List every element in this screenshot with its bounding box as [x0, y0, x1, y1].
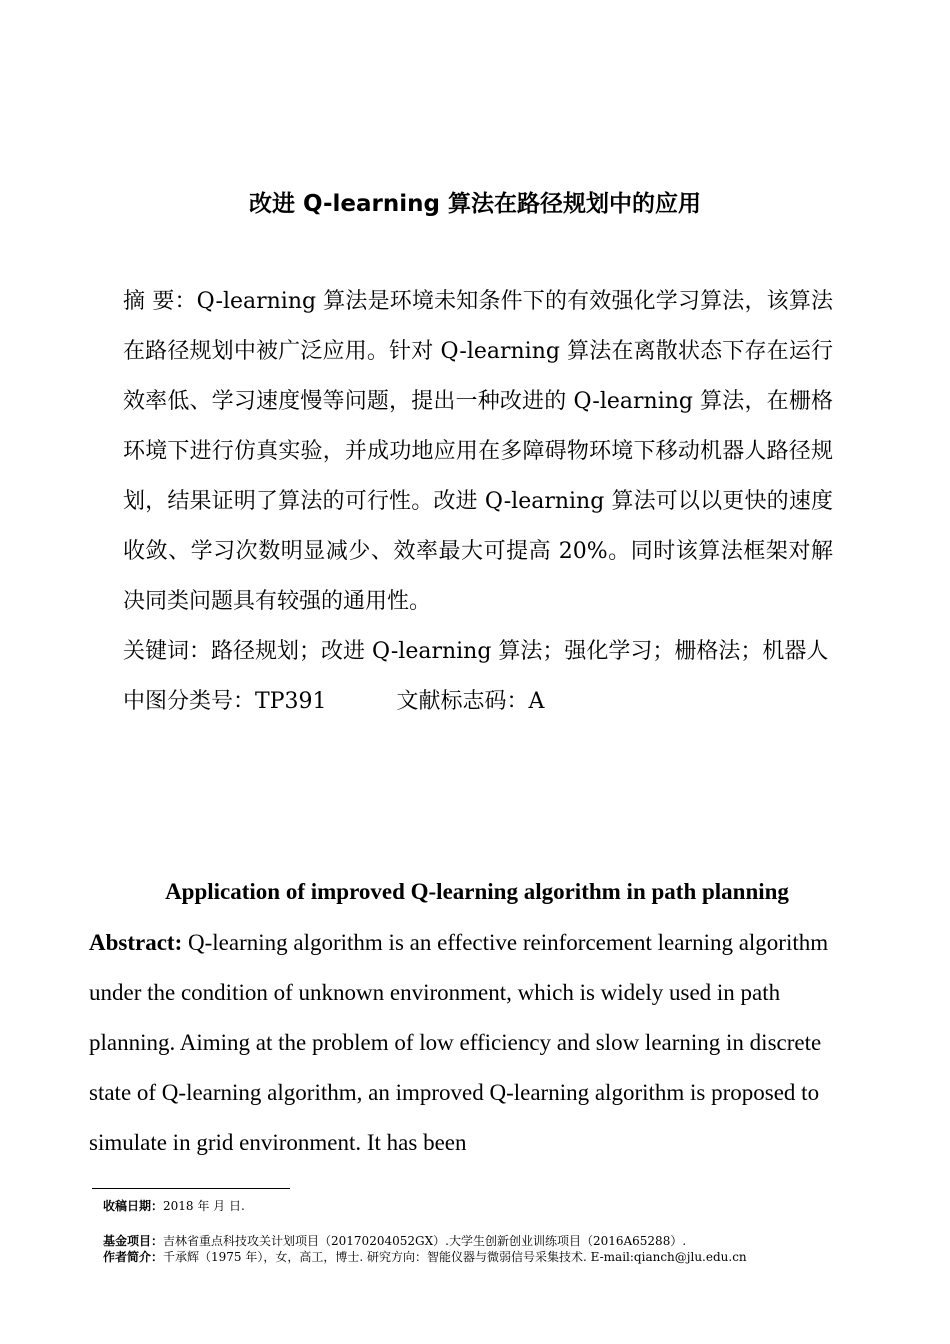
author-text: 千承辉（1975 年），女，高工，博士. 研究方向：智能仪器与微弱信号采集技术. E-mail:qianch@jlu.edu.cn	[163, 1250, 747, 1264]
document-code-label: 文献标志码：	[396, 689, 529, 714]
fund-text: 吉林省重点科技攻关计划项目（20170204052GX）.大学生创新创业训练项目（2016A65288）.	[163, 1234, 687, 1248]
footnote-author	[103, 1249, 747, 1265]
classification-row	[123, 677, 833, 727]
chinese-abstract	[123, 277, 833, 627]
chinese-abstract-text: Q-learning 算法是环境未知条件下的有效强化学习算法，该算法在路径规划中被广泛应用。针对 Q-learning 算法在离散状态下存在运行效率低、学习速度慢等问题，提出一种改进的 Q-learning 算法，在栅格环境下进行仿真实验，并成功地应用在多障碍物环境下移动机器人路径规划，结果证明了算法的可行性。改进 Q-learning 算法可以以更快的速度收敛、学习次数明显减少、效率最大可提高 20%。同时该算法框架对解决同类问题具有较强的通用性。	[123, 289, 833, 614]
clc-number: TP391	[255, 689, 327, 714]
chinese-keywords-text: 路径规划；改进 Q-learning 算法；强化学习；栅格法；机器人	[211, 639, 829, 664]
fund-label: 基金项目：	[103, 1234, 164, 1248]
received-text: 2018 年 月 日.	[163, 1199, 245, 1213]
author-label: 作者简介：	[103, 1250, 164, 1264]
chinese-abstract-label: 摘 要：	[123, 289, 197, 314]
chinese-keywords-label: 关键词：	[123, 639, 212, 664]
english-abstract	[89, 918, 849, 1168]
document-code: A	[528, 689, 545, 714]
footnote-fund	[103, 1233, 686, 1249]
received-label: 收稿日期：	[103, 1199, 164, 1213]
chinese-keywords	[123, 627, 833, 677]
footnote-separator	[92, 1188, 290, 1189]
chinese-title: 改进 Q-learning 算法在路径规划中的应用	[249, 191, 701, 217]
english-title: Application of improved Q-learning algorithm in path planning	[165, 879, 789, 904]
footnote-received-date	[103, 1198, 245, 1214]
english-abstract-text: Q-learning algorithm is an effective reinforcement learning algorithm under the condition of unknown environment, which is widely used in path planning. Aiming at the problem of low efficiency and slow learning in discrete state of Q-learning algorithm, an improved Q-learning algorithm is proposed to simulate in grid environment. It has been	[89, 930, 829, 1155]
english-abstract-label: Abstract:	[89, 930, 183, 955]
clc-label: 中图分类号：	[123, 689, 256, 714]
chinese-abstract-block	[123, 277, 833, 727]
